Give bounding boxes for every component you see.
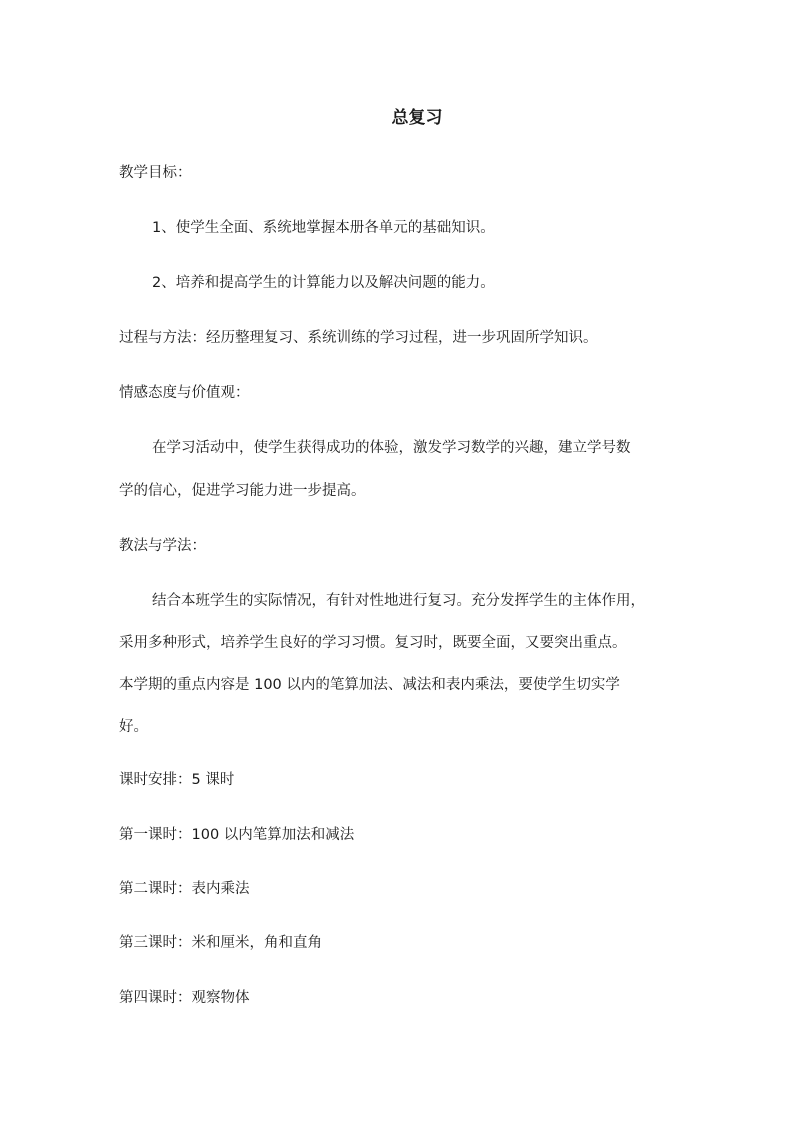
emotion-paragraph-line-2: 学的信心，促进学习能力进一步提高。 [119, 483, 366, 499]
lesson-item-2: 第二课时：表内乘法 [119, 881, 250, 897]
method-paragraph-line-2: 采用多种形式，培养学生良好的学习习惯。复习时，既要全面，又要突出重点。 [119, 635, 627, 651]
document-title: 总复习 [391, 108, 443, 128]
lesson-item-1: 第一课时：100 以内笔算加法和减法 [119, 827, 355, 843]
lesson-item-3: 第三课时：米和厘米，角和直角 [119, 935, 322, 951]
emotion-heading: 情感态度与价值观： [119, 385, 250, 401]
lesson-item-4: 第四课时：观察物体 [119, 990, 250, 1006]
objective-item-1: 1、使学生全面、系统地掌握本册各单元的基础知识。 [152, 220, 495, 236]
method-paragraph-line-4: 好。 [119, 719, 148, 735]
process-method-paragraph: 过程与方法：经历整理复习、系统训练的学习过程，进一步巩固所学知识。 [119, 330, 598, 346]
teaching-method-heading: 教法与学法： [119, 538, 206, 554]
emotion-paragraph-line-1: 在学习活动中，使学生获得成功的体验，激发学习数学的兴趣，建立学号数 [152, 440, 631, 456]
method-paragraph-line-3: 本学期的重点内容是 100 以内的笔算加法、减法和表内乘法，要使学生切实学 [119, 677, 620, 693]
objectives-heading: 教学目标： [119, 165, 192, 181]
objective-item-2: 2、培养和提高学生的计算能力以及解决问题的能力。 [152, 275, 495, 291]
schedule-line: 课时安排：5 课时 [119, 772, 235, 788]
method-paragraph-line-1: 结合本班学生的实际情况，有针对性地进行复习。充分发挥学生的主体作用， [152, 593, 645, 609]
